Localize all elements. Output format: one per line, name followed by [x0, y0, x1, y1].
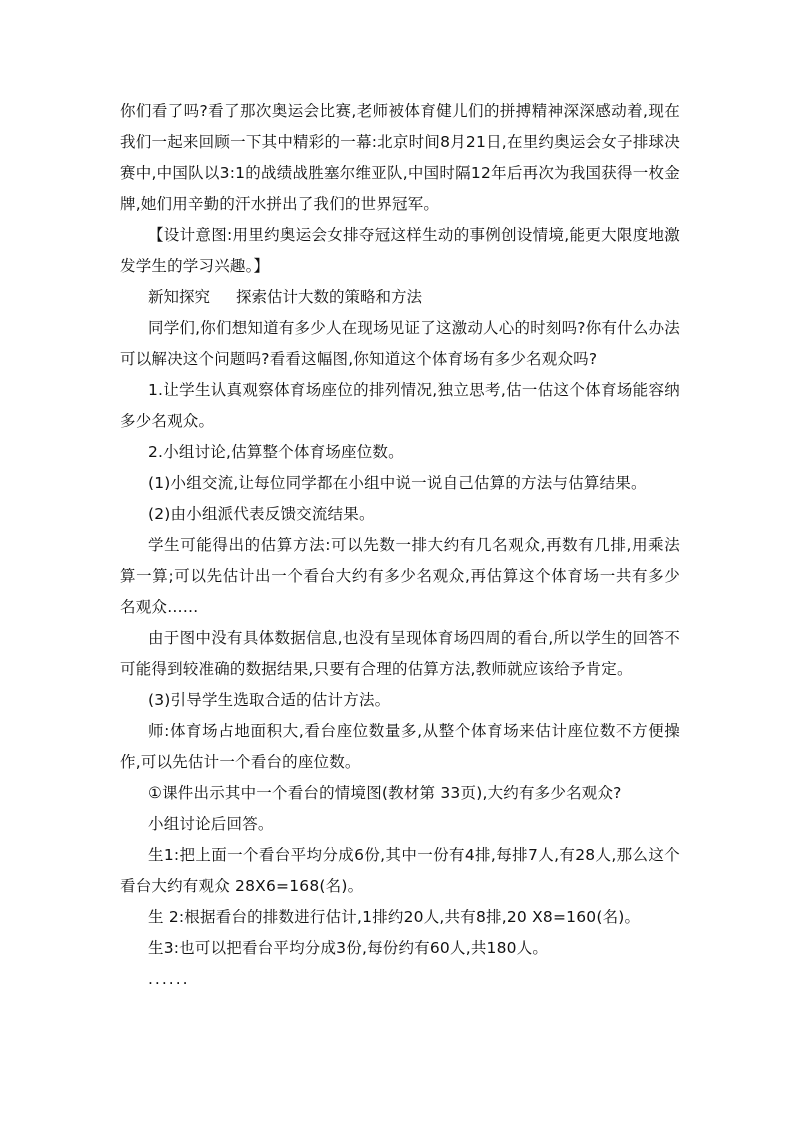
section-heading — [120, 282, 680, 313]
body-paragraph-sub-2: (2)由小组派代表反馈交流结果。 — [148, 505, 375, 523]
ellipsis: ...... — [148, 970, 190, 988]
intro-paragraph: 你们看了吗?看了那次奥运会比赛,老师被体育健儿们的拼搏精神深深感动着,现在我们一起来回顾一下其中精彩的一幕:北京时间8月21日,在里约奥运会女子排球决赛中,中国队以3:1的战绩战胜塞尔维亚队,中国时隔12年后再次为我国获得一枚金牌,她们用辛勤的汗水拼出了我们的世界冠军。 — [120, 102, 680, 213]
body-paragraph-student-3: 生3:也可以把看台平均分成3份,每份约有60人,共180人。 — [148, 939, 549, 957]
section-subtitle: 探索估计大数的策略和方法 — [236, 288, 423, 306]
body-paragraph-step-1: 1.让学生认真观察体育场座位的排列情况,独立思考,估一估这个体育场能容纳多少名观众。 — [120, 381, 680, 430]
body-paragraph-methods: 学生可能得出的估算方法:可以先数一排大约有几名观众,再数有几排,用乘法算一算;可以先估计出一个看台大约有多少名观众,再估算这个体育场一共有多少名观众…… — [120, 536, 680, 616]
section-title: 新知探究 — [148, 288, 211, 306]
body-paragraph-sub-3: (3)引导学生选取合适的估计方法。 — [148, 691, 391, 709]
body-paragraph-courseware: ①课件出示其中一个看台的情境图(教材第 33页),大约有多少名观众? — [148, 784, 622, 802]
body-paragraph-sub-1: (1)小组交流,让每位同学都在小组中说一说自己估算的方法与估算结果。 — [148, 474, 647, 492]
body-paragraph-note: 由于图中没有具体数据信息,也没有呈现体育场四周的看台,所以学生的回答不可能得到较准确的数据结果,只要有合理的估算方法,教师就应该给予肯定。 — [120, 629, 680, 678]
body-paragraph-teacher: 师:体育场占地面积大,看台座位数量多,从整个体育场来估计座位数不方便操作,可以先估计一个看台的座位数。 — [120, 722, 680, 771]
body-paragraph-step-2: 2.小组讨论,估算整个体育场座位数。 — [148, 443, 404, 461]
body-paragraph-discussion: 小组讨论后回答。 — [148, 815, 274, 833]
body-paragraph-student-1: 生1:把上面一个看台平均分成6份,其中一份有4排,每排7人,有28人,那么这个看台大约有观众 28X6=168(名)。 — [120, 846, 680, 895]
design-intent-paragraph: 【设计意图:用里约奥运会女排夺冠这样生动的事例创设情境,能更大限度地激发学生的学习兴趣。】 — [120, 226, 680, 275]
document-content — [120, 96, 680, 995]
body-paragraph-question: 同学们,你们想知道有多少人在现场见证了这激动人心的时刻吗?你有什么办法可以解决这个问题吗?看看这幅图,你知道这个体育场有多少名观众吗? — [120, 319, 680, 368]
body-paragraph-student-2: 生 2:根据看台的排数进行估计,1排约20人,共有8排,20 X8=160(名)。 — [148, 908, 641, 926]
